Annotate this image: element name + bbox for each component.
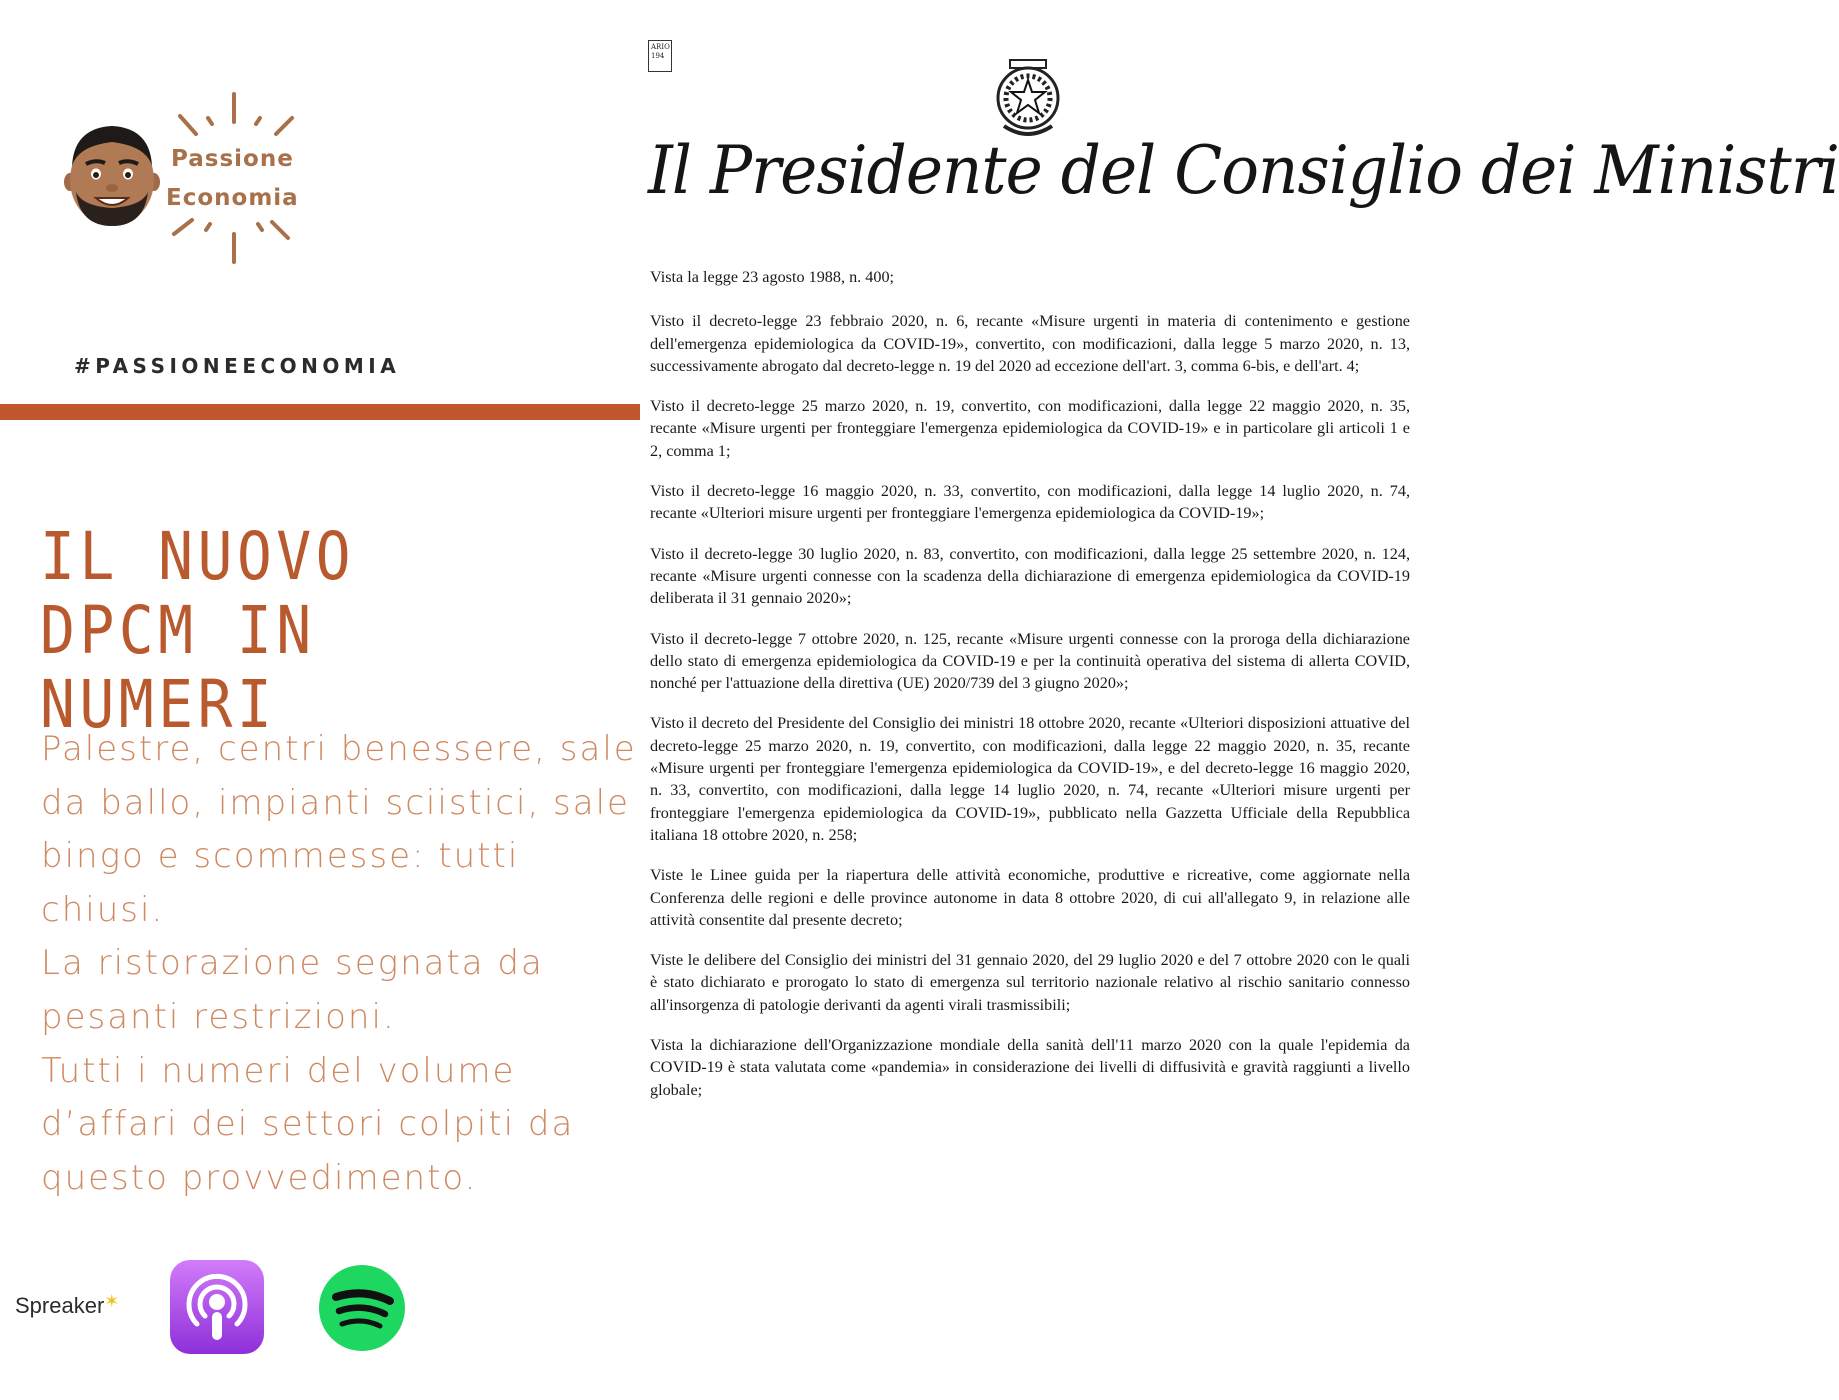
document-paragraph: Visto il decreto-legge 16 maggio 2020, n. 33, convertito, con modificazioni, dalla legge 14 luglio 2020, n. 74, recante «Ulteriori misure urgenti per fronteggiare l'emergenza epidemiologica da COVID-19»; bbox=[650, 482, 1410, 523]
logo-text-line1: Passione bbox=[171, 146, 294, 172]
headline: IL NUOVO DPCM IN NUMERI bbox=[40, 518, 355, 743]
dpcm-document bbox=[640, 0, 1839, 1310]
logo-text-line2: Economia bbox=[166, 185, 299, 211]
document-corner-stamp: ARIO 194 bbox=[648, 40, 672, 72]
body-text bbox=[41, 723, 641, 1205]
body-paragraph: Tutti i numeri del volume d’affari dei settori colpiti da questo provvedimento. bbox=[41, 1050, 575, 1198]
avatar bbox=[66, 122, 158, 228]
document-paragraph: Viste le Linee guida per la riapertura delle attività economiche, produttive e ricreative, come aggiornate nella Conferenza delle regioni e delle province autonome in data 8 ottobre 2020, di cui all'allegato 9, in relazione alle attività consentite dal presente decreto; bbox=[650, 866, 1410, 929]
hashtag: #PASSIONEECONOMIA bbox=[74, 354, 401, 378]
document-paragraph: Visto il decreto-legge 25 marzo 2020, n. 19, convertito, con modificazioni, dalla legge 22 maggio 2020, n. 35, recante «Misure urgenti per fronteggiare l'emergenza epidemiologica da COVID-19» e in particolare gli articoli 1 e 2, comma 1; bbox=[650, 397, 1410, 460]
sunburst-decoration bbox=[160, 88, 310, 268]
document-body bbox=[650, 266, 1410, 1119]
document-paragraph: Vista la dichiarazione dell'Organizzazione mondiale della sanità dell'11 marzo 2020 con la quale l'epidemia da COVID-19 è stata valutata come «pandemia» in considerazione dei livelli di diffusività e gravità raggiunti a livello globale; bbox=[650, 1036, 1410, 1099]
document-paragraph: Visto il decreto-legge 23 febbraio 2020, n. 6, recante «Misure urgenti in materia di contenimento e gestione dell'emergenza epidemiologica da COVID-19», convertito, con modificazioni, dalla legge 5 marzo 2020, n. 13, successivamente abrogato dal decreto-legge n. 19 del 2020 ad eccezione dell'art. 3, comma 6-bis, e dell'art. 4; bbox=[650, 312, 1410, 375]
spreaker-logo[interactable] bbox=[15, 1293, 119, 1319]
document-paragraph: Vista la legge 23 agosto 1988, n. 400; bbox=[650, 268, 895, 286]
body-paragraph: La ristorazione segnata da pesanti restrizioni. bbox=[41, 943, 544, 1037]
spotify-icon[interactable] bbox=[318, 1264, 406, 1352]
document-title: Il Presidente del Consiglio dei Ministri bbox=[648, 132, 1839, 209]
document-paragraph: Visto il decreto-legge 30 luglio 2020, n. 83, convertito, con modificazioni, dalla legge 25 settembre 2020, n. 124, recante «Misure urgenti connesse con la scadenza della dichiarazione di emergenza epidemiologica da COVID-19 deliberata il 31 gennaio 2020»; bbox=[650, 544, 1410, 608]
document-paragraph: Visto il decreto del Presidente del Consiglio dei ministri 18 ottobre 2020, recante «Ulteriori disposizioni attuative del decreto-legge 25 marzo 2020, n. 19, convertito, con modificazioni, dalla legge 22 maggio 2020, n. 35, recante «Misure urgenti per fronteggiare l'emergenza epidemiologica da COVID-19», e del decreto-legge 16 maggio 2020, n. 33, convertito, con modificazioni, dalla legge 14 luglio 2020, n. 74, recante «Ulteriori misure urgenti per fronteggiare l'emergenza epidemiologica da COVID-19», pubblicato nella Gazzetta Ufficiale della Repubblica italiana 18 ottobre 2020, n. 258; bbox=[650, 714, 1410, 844]
document-paragraph: Viste le delibere del Consiglio dei ministri del 31 gennaio 2020, del 29 luglio 2020 e del 7 ottobre 2020 con le quali è stato dichiarato e prorogato lo stato di emergenza sul territorio nazionale relativo al rischio sanitario connesso all'insorgenza di patologie derivanti da agenti virali trasmissibili; bbox=[650, 951, 1410, 1014]
body-paragraph: Palestre, centri benessere, sale da ballo, impianti sciistici, sale bingo e scommesse: tutti chiusi. bbox=[41, 729, 637, 930]
star-icon: ✶ bbox=[104, 1291, 120, 1311]
spreaker-label: Spreaker bbox=[15, 1293, 105, 1318]
podcasts-icon[interactable] bbox=[170, 1260, 264, 1354]
document-paragraph: Visto il decreto-legge 7 ottobre 2020, n. 125, recante «Misure urgenti connesse con la proroga della dichiarazione dello stato di emergenza epidemiologica da COVID-19 e per la continuità operativa del sistema di allerta COVID, nonché per l'attuazione della direttiva (UE) 2020/739 del 3 giugno 2020»; bbox=[650, 629, 1410, 693]
